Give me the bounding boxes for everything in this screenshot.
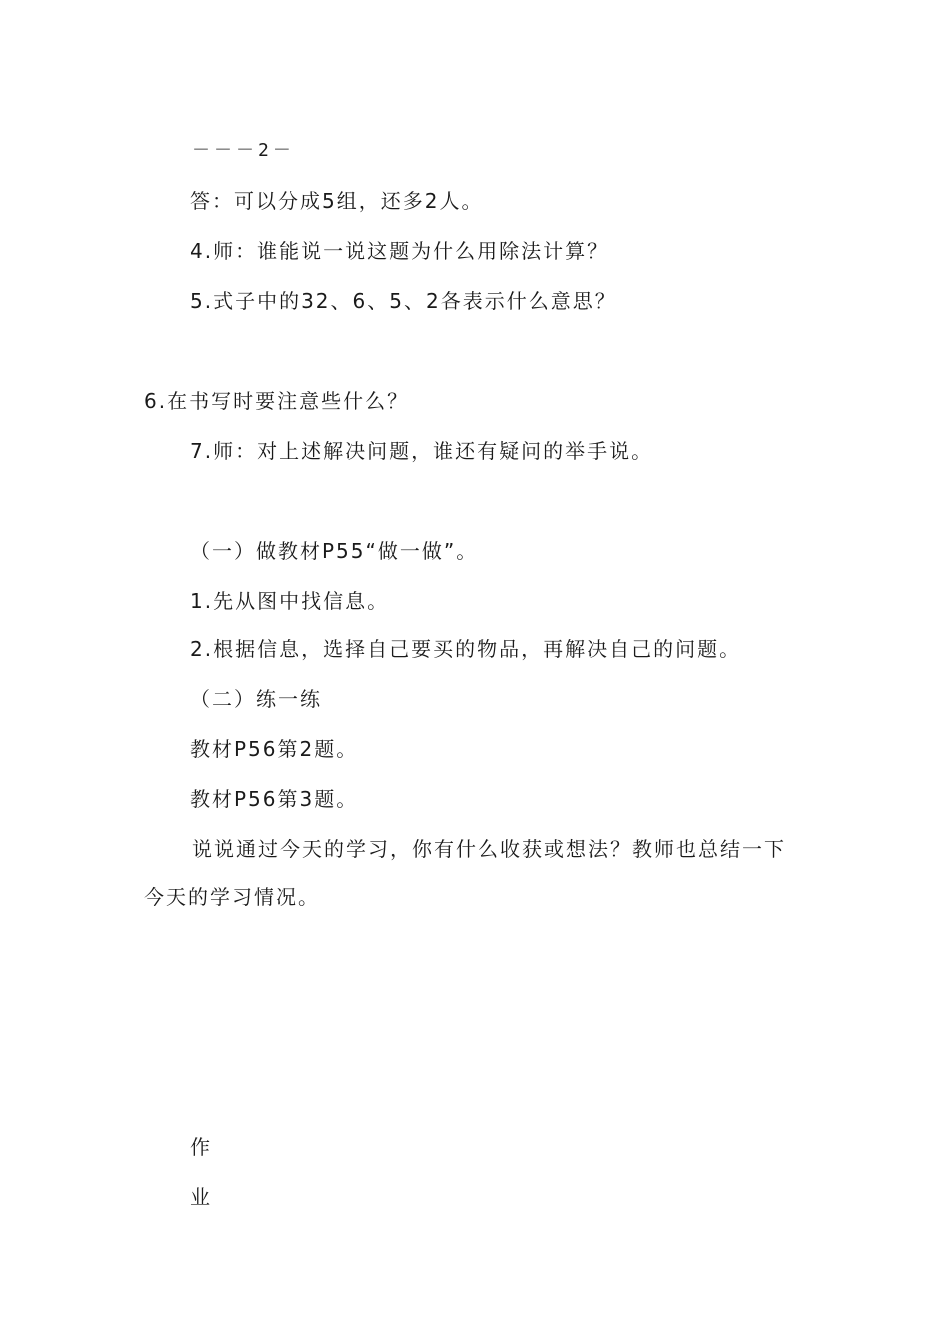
question-7: 7.师：对上述解决问题，谁还有疑问的举手说。 bbox=[190, 439, 654, 463]
question-6: 6.在书写时要注意些什么？ bbox=[144, 389, 410, 413]
answer-line: 答：可以分成5组，还多2人。 bbox=[190, 189, 484, 213]
section-heading-2: （二）练一练 bbox=[190, 687, 322, 711]
section-heading-1: （一）做教材P55“做一做”。 bbox=[190, 539, 479, 563]
page-number-marker: －－－2－ bbox=[192, 140, 295, 161]
question-5: 5.式子中的32、6、5、2各表示什么意思？ bbox=[190, 289, 617, 313]
summary-line-1: 说说通过今天的学习，你有什么收获或想法？教师也总结一下 bbox=[192, 837, 786, 861]
exercise-item-2: 教材P56第3题。 bbox=[190, 787, 359, 811]
step-1: 1.先从图中找信息。 bbox=[190, 589, 390, 613]
question-4: 4.师：谁能说一说这题为什么用除法计算？ bbox=[190, 239, 610, 263]
homework-label-char-1: 作 bbox=[190, 1135, 212, 1159]
homework-label-char-2: 业 bbox=[190, 1185, 212, 1209]
step-2: 2.根据信息，选择自己要买的物品，再解决自己的问题。 bbox=[190, 637, 742, 661]
summary-line-2: 今天的学习情况。 bbox=[144, 885, 320, 909]
exercise-item-1: 教材P56第2题。 bbox=[190, 737, 359, 761]
